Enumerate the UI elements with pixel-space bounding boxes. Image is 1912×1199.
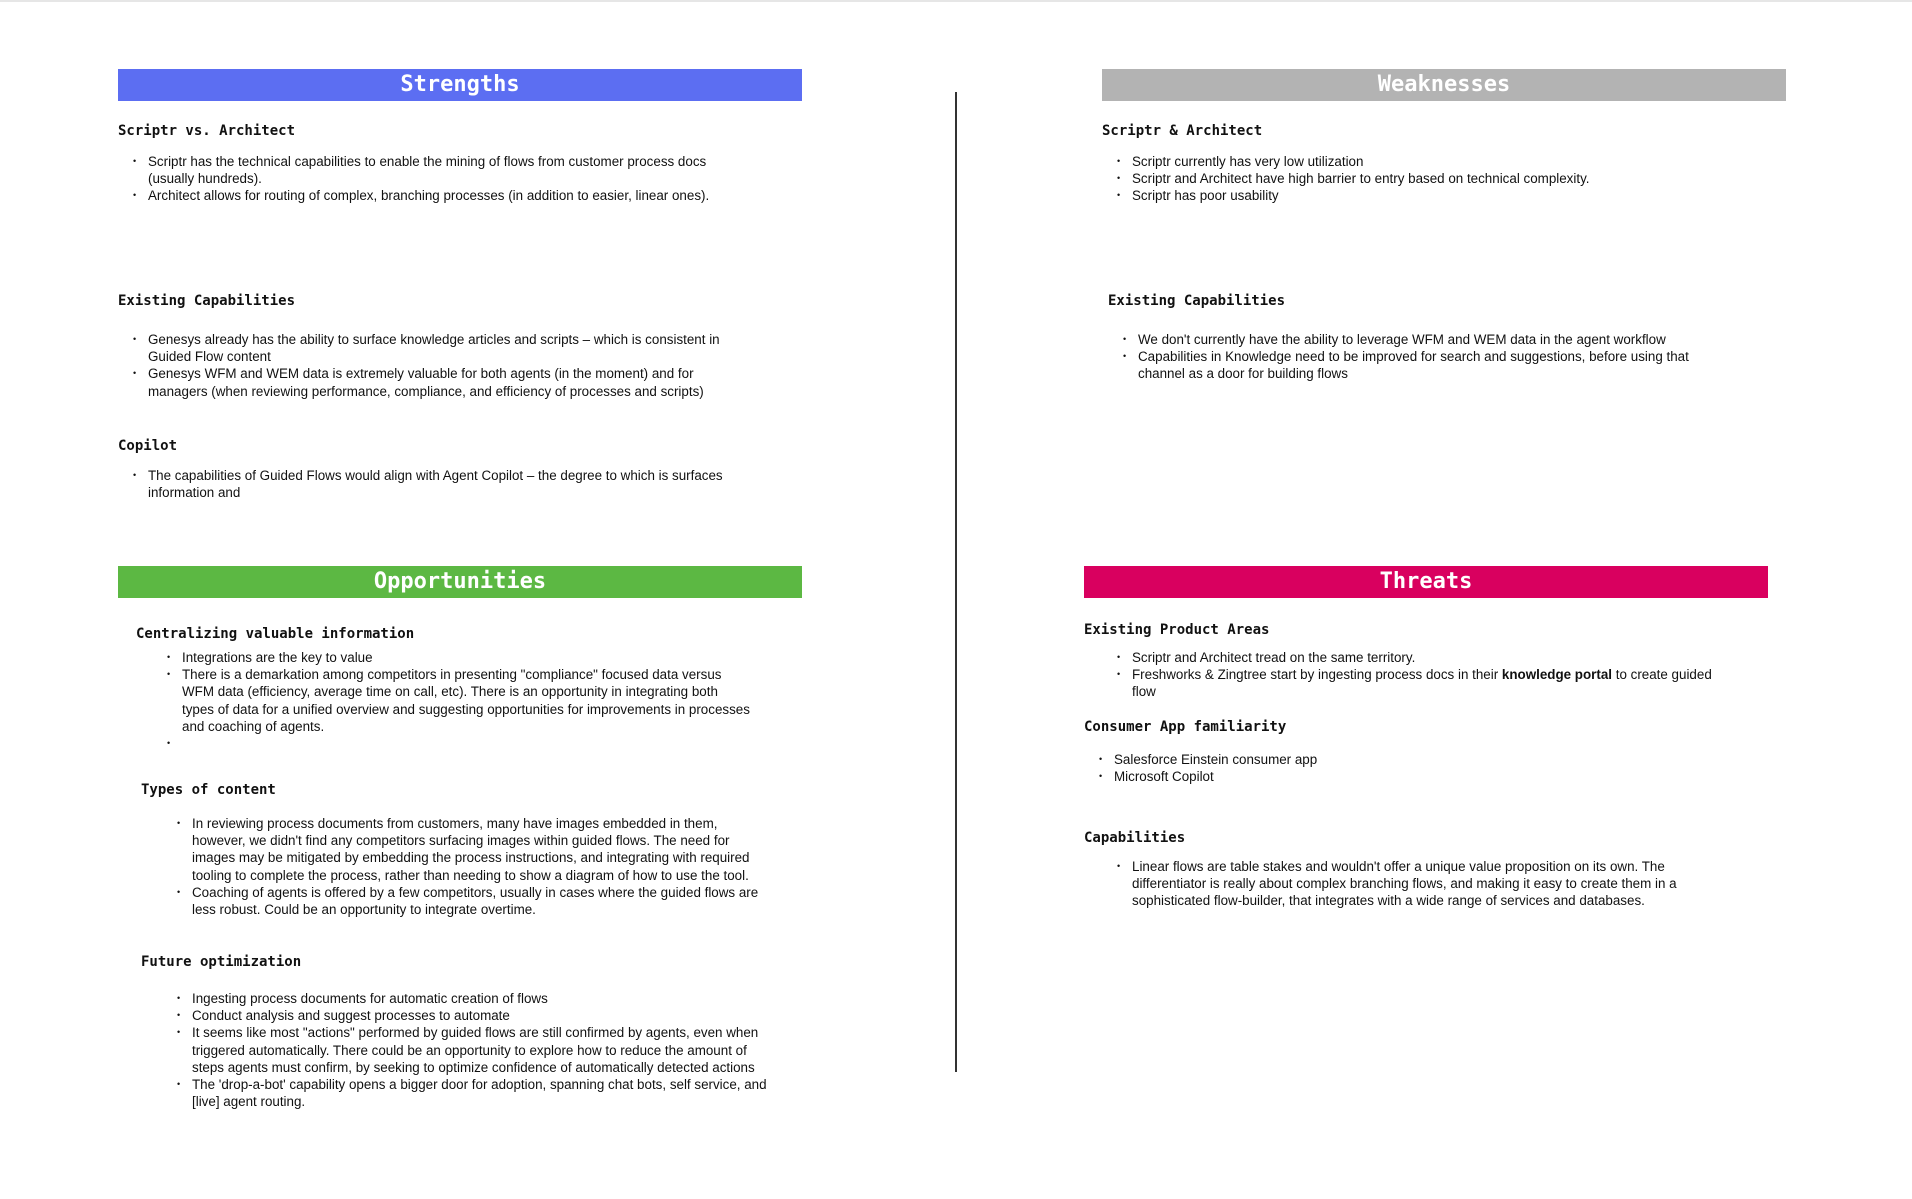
list-item: • There is a demarkation among competitors in presenting "compliance" focused data versus WFM data (efficiency, average time on call, etc). There is an opportunity in integrating both types of data for a unified overview and suggesting opportunities for improvements in processes and coaching of agents.: [182, 666, 752, 735]
opportunities-list-future-optimization: [162, 990, 772, 1110]
list-item: • Ingesting process documents for automatic creation of flows: [192, 990, 772, 1007]
list-item: • Scriptr has poor usability: [1132, 187, 1732, 204]
weaknesses-heading-existing-capabilities: Existing Capabilities: [1108, 293, 1286, 309]
opportunities-list-centralizing: [152, 649, 752, 752]
list-item: • It seems like most "actions" performed by guided flows are still confirmed by agents, even when triggered automatically. There could be an opportunity to explore how to reduce the amount of steps agents must confirm, by seeking to optimize confidence of automatically detected actions: [192, 1024, 772, 1076]
weaknesses-heading-scriptr-architect: Scriptr & Architect: [1102, 123, 1263, 139]
list-item: • In reviewing process documents from customers, many have images embedded in them, however, we didn't find any competitors surfacing images within guided flows. The need for images may be mitigated by embedding the process instructions, and integrating with required tooling to complete the process, rather than needing to show a diagram of how to use the tool.: [192, 815, 762, 884]
list-item: • Microsoft Copilot: [1114, 768, 1704, 785]
list-item: • The 'drop-a-bot' capability opens a bigger door for adoption, spanning chat bots, self service, and [live] agent routing.: [192, 1076, 772, 1110]
list-item: • Genesys already has the ability to surface knowledge articles and scripts – which is consistent in Guided Flow content: [148, 331, 738, 365]
opportunities-list-types-of-content: [162, 815, 762, 918]
top-border: [0, 0, 1912, 2]
strengths-list-existing-capabilities: [118, 331, 738, 400]
threats-heading-existing-product-areas: Existing Product Areas: [1084, 622, 1270, 638]
opportunities-heading-types-of-content: Types of content: [141, 782, 276, 798]
list-item: [182, 735, 752, 752]
weaknesses-list-existing-capabilities: [1108, 331, 1708, 383]
strengths-list-scriptr-architect: [118, 153, 728, 205]
threats-heading-consumer-app: Consumer App familiarity: [1084, 719, 1287, 735]
list-item: • Architect allows for routing of complex, branching processes (in addition to easier, linear ones).: [148, 187, 728, 204]
threats-banner: Threats: [1084, 566, 1768, 598]
list-item: • Salesforce Einstein consumer app: [1114, 751, 1704, 768]
list-item-text: Freshworks & Zingtree start by ingesting process docs in their: [1132, 667, 1502, 683]
list-item: • Genesys WFM and WEM data is extremely valuable for both agents (in the moment) and for managers (when reviewing performance, compliance, and efficiency of processes and scripts): [148, 365, 738, 399]
threats-list-consumer-app: [1084, 751, 1704, 785]
weaknesses-quadrant: [1102, 69, 1802, 529]
threats-heading-capabilities: Capabilities: [1084, 830, 1186, 846]
threats-list-existing-product-areas: [1102, 649, 1722, 701]
list-item: • Scriptr and Architect have high barrier to entry based on technical complexity.: [1132, 170, 1732, 187]
weaknesses-banner: Weaknesses: [1102, 69, 1786, 101]
strengths-heading-existing-capabilities: Existing Capabilities: [118, 293, 296, 309]
list-item: • Scriptr has the technical capabilities to enable the mining of flows from customer process docs (usually hundreds).: [148, 153, 728, 187]
strengths-quadrant: [118, 69, 818, 529]
strengths-heading-copilot: Copilot: [118, 438, 178, 454]
strengths-heading-scriptr-architect: Scriptr vs. Architect: [118, 123, 296, 139]
list-item-text: to create guided flow: [1132, 667, 1712, 700]
list-item: • The capabilities of Guided Flows would align with Agent Copilot – the degree to which is surfaces information and: [148, 467, 728, 501]
threats-list-capabilities: [1102, 858, 1712, 910]
list-item: • Coaching of agents is offered by a few competitors, usually in cases where the guided flows are less robust. Could be an opportunity to integrate overtime.: [192, 884, 762, 918]
vertical-divider: [955, 92, 957, 1072]
opportunities-banner: Opportunities: [118, 566, 802, 598]
knowledge-portal-bold: knowledge portal: [1501, 667, 1613, 683]
list-item: • We don't currently have the ability to leverage WFM and WEM data in the agent workflow: [1138, 331, 1708, 348]
list-item: • Integrations are the key to value: [182, 649, 752, 666]
weaknesses-list-scriptr-architect: [1102, 153, 1732, 205]
opportunities-quadrant: [118, 566, 818, 1146]
list-item: • Scriptr and Architect tread on the same territory.: [1132, 649, 1722, 666]
opportunities-heading-centralizing: Centralizing valuable information: [136, 626, 415, 642]
opportunities-heading-future-optimization: Future optimization: [141, 954, 302, 970]
list-item: • Scriptr currently has very low utilization: [1132, 153, 1732, 170]
list-item: • Capabilities in Knowledge need to be improved for search and suggestions, before using that channel as a door for building flows: [1138, 348, 1708, 382]
strengths-list-copilot: [118, 467, 728, 501]
list-item: • Conduct analysis and suggest processes to automate: [192, 1007, 772, 1024]
list-item: • Linear flows are table stakes and wouldn't offer a unique value proposition on its own. The differentiator is really about complex branching flows, and making it easy to create them in a sophisticated flow-builder, that integrates with a wide range of services and databases.: [1132, 858, 1712, 910]
list-item: [1132, 666, 1722, 700]
threats-quadrant: [1084, 566, 1784, 926]
strengths-banner: Strengths: [118, 69, 802, 101]
